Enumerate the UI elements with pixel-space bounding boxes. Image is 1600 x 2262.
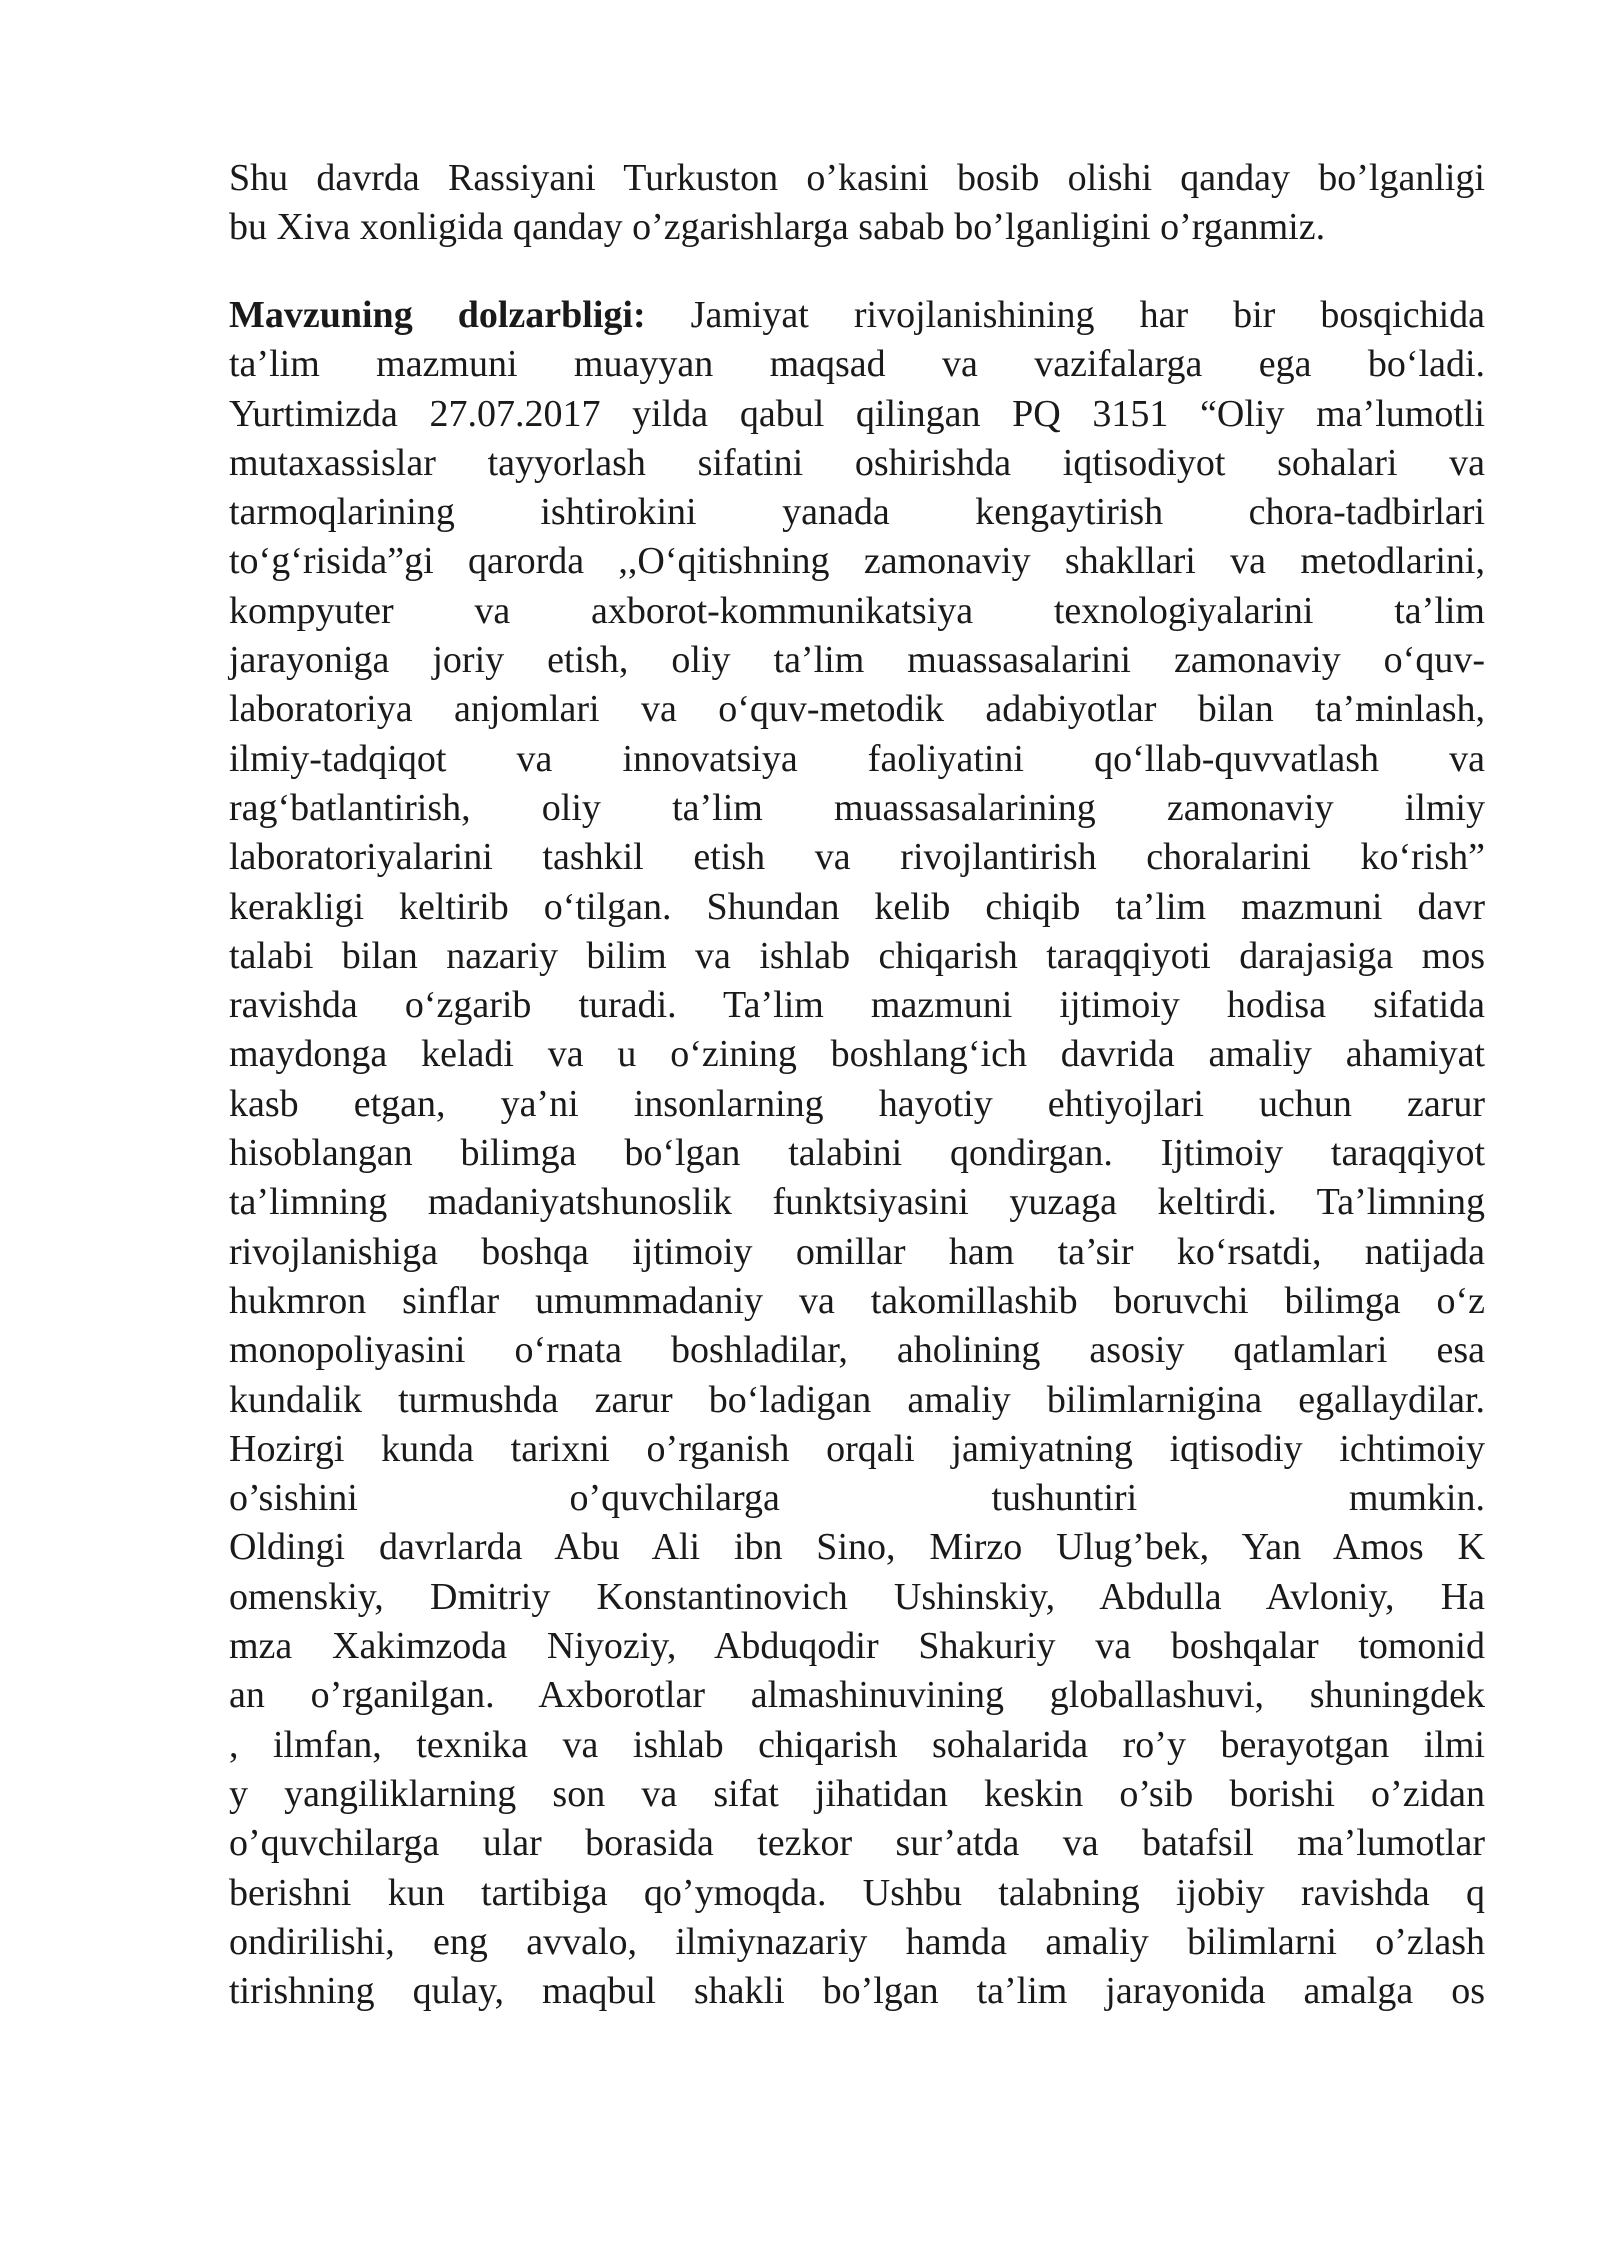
text-line: omenskiy, Dmitriy Konstantinovich Ushinskiy, Abdulla Avloniy, Ha: [229, 1575, 1485, 1618]
text-line: o’sishini o’quvchilarga tushuntiri mumkin.: [229, 1477, 1485, 1520]
text-line: [229, 291, 1485, 340]
text-line: kompyuter va axborot-kommunikatsiya texnologiyalarini ta’lim: [229, 589, 1485, 632]
intro-paragraph: [229, 154, 1485, 253]
text-line: ta’lim mazmuni muayyan maqsad va vazifalarga ega bo‘ladi.: [229, 343, 1485, 386]
text-line: mutaxassislar tayyorlash sifatini oshirishda iqtisodiyot sohalari va: [229, 441, 1485, 484]
text-line: maydonga keladi va u o‘zining boshlang‘ich davrida amaliy ahamiyat: [229, 1033, 1485, 1076]
text-line: kundalik turmushda zarur bo‘ladigan amaliy bilimlarnigina egallaydilar.: [229, 1378, 1485, 1421]
text-line: ilmiy-tadqiqot va innovatsiya faoliyatini qo‘llab-quvvatlash va: [229, 737, 1485, 780]
text-line: hukmron sinflar umummadaniy va takomillashib boruvchi bilimga o‘z: [229, 1279, 1485, 1322]
text-line: berishni kun tartibiga qo’ymoqda. Ushbu talabning ijobiy ravishda q: [229, 1871, 1485, 1914]
text-line: rivojlanishiga boshqa ijtimoiy omillar ham ta’sir ko‘rsatdi, natijada: [229, 1230, 1485, 1273]
text-line: y yangiliklarning son va sifat jihatidan keskin o’sib borishi o’zidan: [229, 1772, 1485, 1815]
text-line: kerakligi keltirib o‘tilgan. Shundan kelib chiqib ta’lim mazmuni davr: [229, 885, 1485, 928]
text-line: talabi bilan nazariy bilim va ishlab chiqarish taraqqiyoti darajasiga mos: [229, 934, 1485, 977]
text-line: ravishda o‘zgarib turadi. Ta’lim mazmuni ijtimoiy hodisa sifatida: [229, 984, 1485, 1027]
text-line: laboratoriya anjomlari va o‘quv-metodik adabiyotlar bilan ta’minlash,: [229, 688, 1485, 731]
text-line: o’quvchilarga ular borasida tezkor sur’atda va batafsil ma’lumotlar: [229, 1822, 1485, 1865]
text-line: Yurtimizda 27.07.2017 yilda qabul qilingan PQ 3151 “Oliy ma’lumotli: [229, 392, 1485, 435]
text-line: Hozirgi kunda tarixni o’rganish orqali jamiyatning iqtisodiy ichtimoiy: [229, 1427, 1485, 1470]
text-line: ondirilishi, eng avvalo, ilmiynazariy hamda amaliy bilimlarni o’zlash: [229, 1920, 1485, 1963]
text-line: tarmoqlarining ishtirokini yanada kengaytirish chora-tadbirlari: [229, 491, 1485, 534]
text-line: an o’rganilgan. Axborotlar almashinuvining globallashuvi, shuningdek: [229, 1674, 1485, 1717]
text-line: Shu davrda Rassiyani Turkuston o’kasini bosib olishi qanday bo’lganligi: [229, 157, 1485, 199]
text-line: Oldingi davrlarda Abu Ali ibn Sino, Mirzo Ulug’bek, Yan Amos K: [229, 1526, 1485, 1569]
text-line: tirishning qulay, maqbul shakli bo’lgan ta’lim jarayonida amalga os: [229, 1970, 1485, 2013]
text-line: ta’limning madaniyatshunoslik funktsiyasini yuzaga keltirdi. Ta’limning: [229, 1181, 1485, 1224]
text-line: to‘g‘risida”gi qarorda ,,O‘qitishning zamonaviy shakllari va metodlarini,: [229, 540, 1485, 583]
text-line: kasb etgan, ya’ni insonlarning hayotiy ehtiyojlari uchun zarur: [229, 1082, 1485, 1125]
section-heading: Mavzuning dolzarbligi:: [229, 294, 646, 336]
relevance-paragraph: [229, 291, 1485, 2016]
text-line: hisoblangan bilimga bo‘lgan talabini qondirgan. Ijtimoiy taraqqiyot: [229, 1132, 1485, 1175]
text-line: bu Xiva xonligida qanday o’zgarishlarga sabab bo’lganligini o’rganmiz.: [229, 206, 1326, 249]
text-line: jarayoniga joriy etish, oliy ta’lim muassasalarini zamonaviy o‘quv-: [229, 639, 1485, 682]
text-line: , ilmfan, texnika va ishlab chiqarish sohalarida ro’y berayotgan ilmi: [229, 1723, 1485, 1766]
heading-line-text: Jamiyat rivojlanishining har bir bosqichida: [645, 294, 1486, 336]
text-line: mza Xakimzoda Niyoziy, Abduqodir Shakuriy va boshqalar tomonid: [229, 1625, 1485, 1668]
text-line: monopoliyasini o‘rnata boshladilar, aholining asosiy qatlamlari esa: [229, 1329, 1485, 1372]
text-line: rag‘batlantirish, oliy ta’lim muassasalarining zamonaviy ilmiy: [229, 786, 1485, 829]
text-line: laboratoriyalarini tashkil etish va rivojlantirish choralarini ko‘rish”: [229, 836, 1485, 879]
